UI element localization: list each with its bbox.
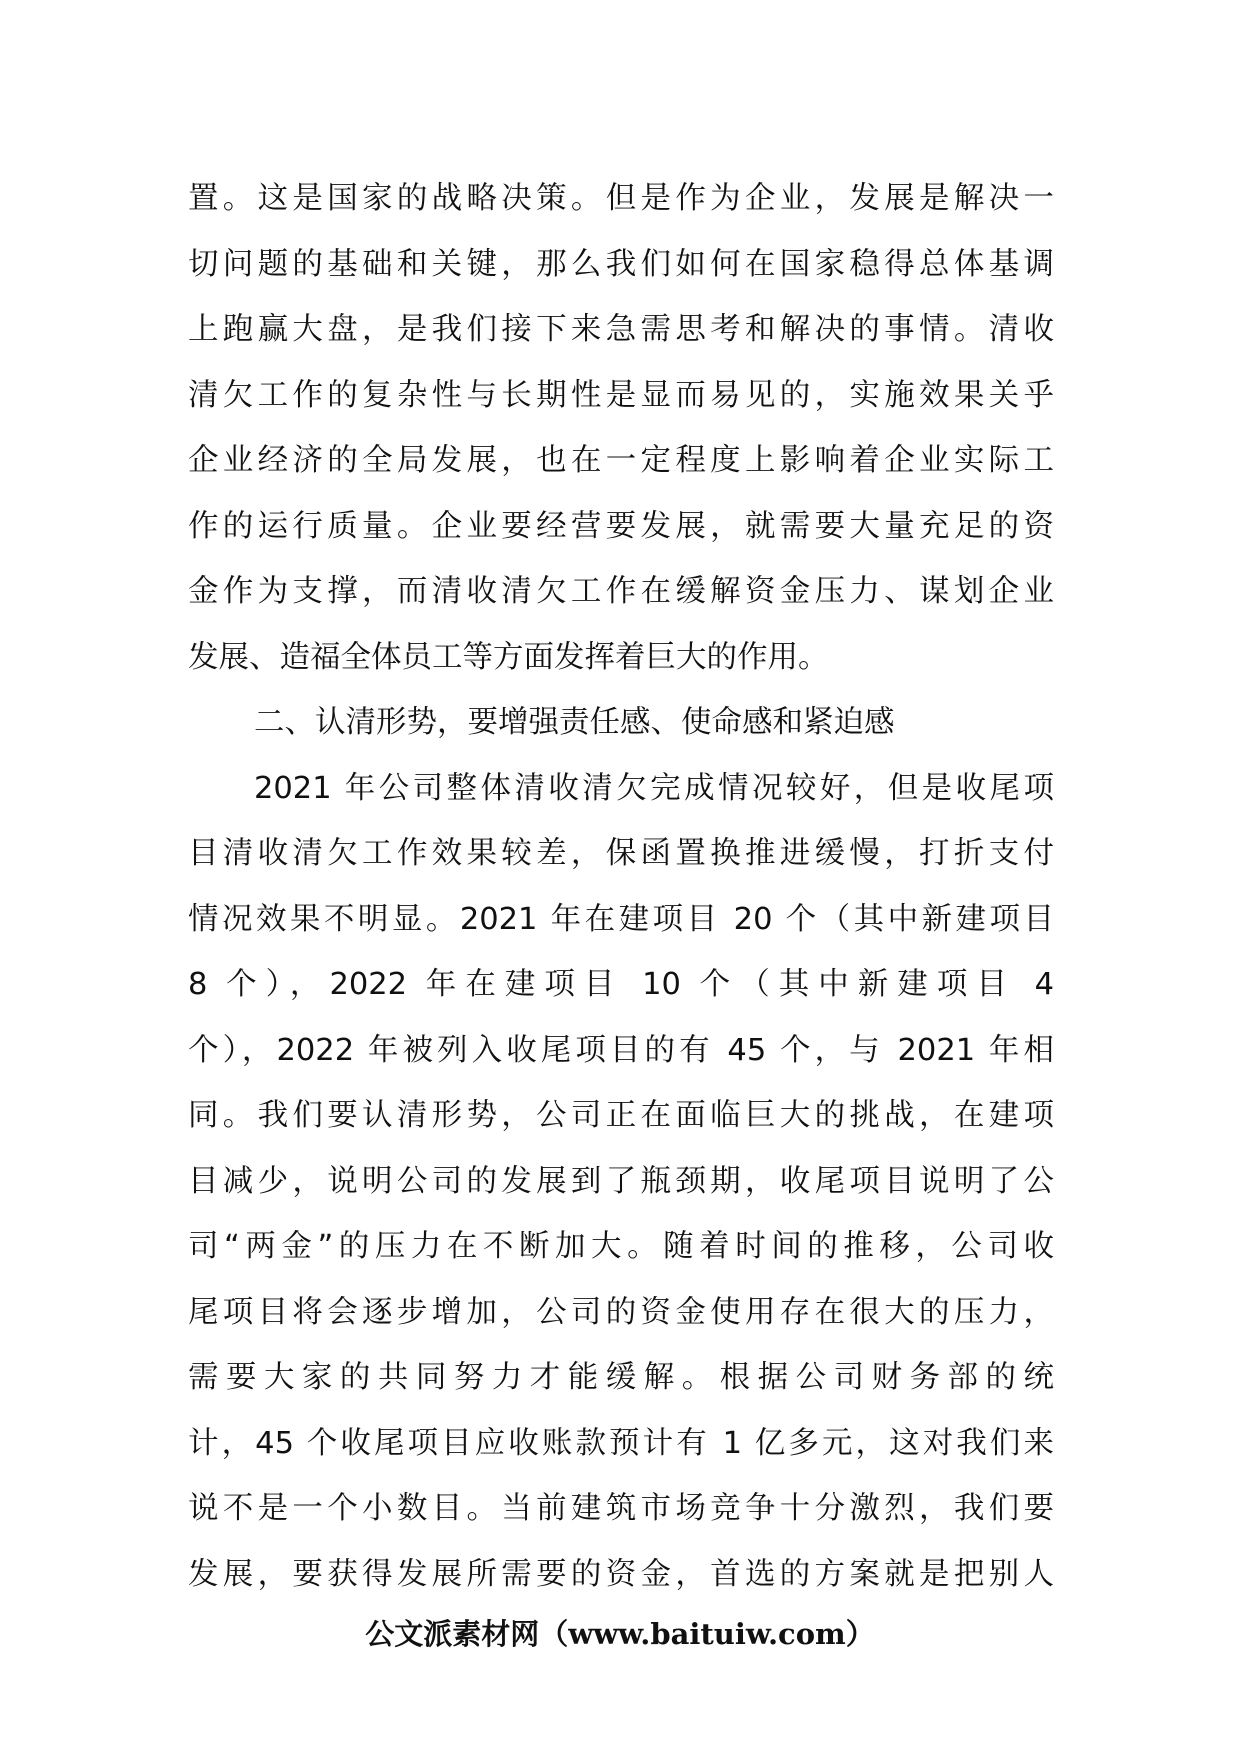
text-line: 作的运行质量。企业要经营要发展，就需要大量充足的资 — [188, 508, 1054, 544]
text-line: 情况效果不明显。2021 年在建项目 20 个（其中新建项目 — [188, 901, 1054, 937]
text-line: 同。我们要认清形势，公司正在面临巨大的挑战，在建项 — [188, 1098, 1054, 1133]
text-line: 置。这是国家的战略决策。但是作为企业，发展是解决一 — [188, 181, 1054, 216]
text-line: 8 个），2022 年在建项目 10 个（其中新建项目 4 — [188, 967, 1054, 1002]
text-line: 发展、造福全体员工等方面发挥着巨大的作用。 — [188, 639, 829, 675]
text-line: 企业经济的全局发展，也在一定程度上影响着企业实际工 — [188, 443, 1054, 478]
text-line: 清欠工作的复杂性与长期性是显而易见的，实施效果关乎 — [188, 377, 1054, 413]
text-line: 目清收清欠工作效果较差，保函置换推进缓慢，打折支付 — [188, 836, 1054, 871]
text-line: 需要大家的共同努力才能缓解。根据公司财务部的统 — [188, 1360, 1054, 1395]
text-line: 个），2022 年被列入收尾项目的有 45 个，与 2021 年相 — [188, 1032, 1054, 1068]
text-line: 计，45 个收尾项目应收账款预计有 1 亿多元，这对我们来 — [188, 1425, 1054, 1461]
text-line: 上跑赢大盘，是我们接下来急需思考和解决的事情。清收 — [188, 312, 1054, 347]
text-line: 金作为支撑，而清收清欠工作在缓解资金压力、谋划企业 — [188, 574, 1054, 609]
footer-watermark: 公文派素材网（www.baituiw.com） — [365, 1617, 875, 1651]
text-line: 尾项目将会逐步增加，公司的资金使用存在很大的压力， — [188, 1294, 1054, 1330]
text-line: 发展，要获得发展所需要的资金，首选的方案就是把别人 — [188, 1556, 1054, 1592]
text-line: 目减少，说明公司的发展到了瓶颈期，收尾项目说明了公 — [188, 1163, 1054, 1199]
text-line: 切问题的基础和关键，那么我们如何在国家稳得总体基调 — [188, 246, 1054, 282]
text-line: 2021 年公司整体清收清欠完成情况较好，但是收尾项 — [254, 770, 1054, 806]
text-line: 司“两金”的压力在不断加大。随着时间的推移，公司收 — [188, 1229, 1054, 1264]
section-heading: 二、认清形势，要增强责任感、使命感和紧迫感 — [254, 705, 895, 740]
text-line: 说不是一个小数目。当前建筑市场竞争十分激烈，我们要 — [188, 1491, 1054, 1526]
body-text — [188, 166, 1054, 1607]
